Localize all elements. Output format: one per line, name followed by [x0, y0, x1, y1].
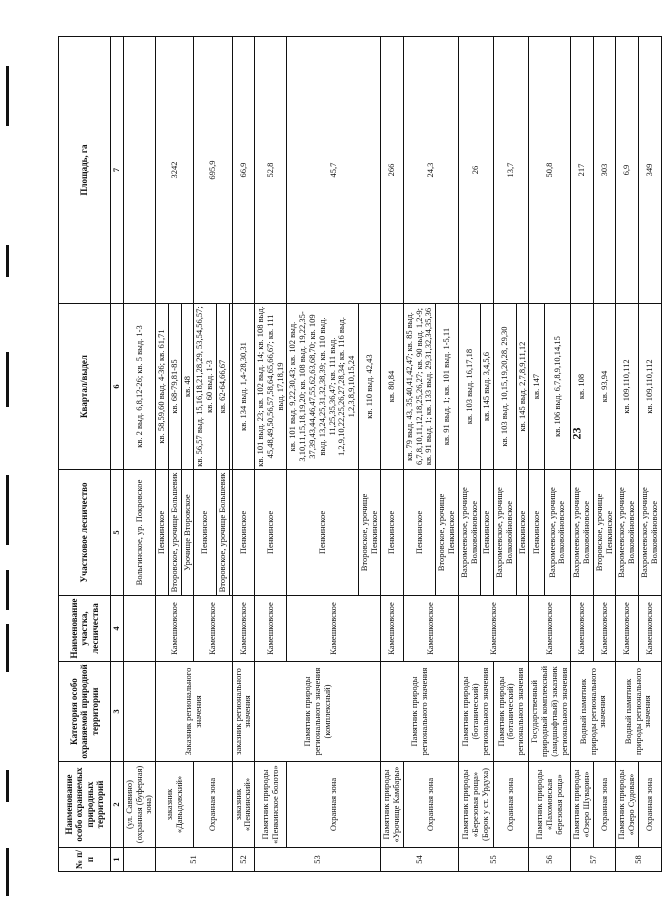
table-cell: 26 [458, 37, 493, 304]
column-number: 4 [111, 596, 124, 662]
table-cell: Памятник природы (ботанический) регионального значения [494, 662, 529, 762]
table-cell: Камешковское [232, 596, 255, 662]
table-cell: Памятник природы «Озеро Судовая» [616, 762, 639, 848]
table-cell: Камешковское [571, 596, 594, 662]
table-cell: Вахромеевское, урочище Волковойновское [638, 470, 661, 596]
table-cell: кв. 68-79,81-85 [168, 304, 181, 470]
table-cell: Памятник природы регионального значения (комплексный) [255, 662, 381, 762]
header-category: Категория особо охраняемой природной территории [59, 662, 111, 762]
table-row [156, 37, 169, 872]
table-row [255, 37, 287, 872]
column-number-row [111, 37, 124, 872]
table-cell: Охранная зона [593, 762, 616, 848]
column-number: 7 [111, 37, 124, 304]
table-cell: кв. 147 [529, 304, 544, 470]
row-number: 54 [381, 848, 458, 872]
table-cell: кв. 2 выд. 6,8,12-26; кв. 5 выд. 1-3 [123, 304, 155, 470]
table-cell: Пенкинское [516, 470, 529, 596]
row-number: 58 [616, 848, 661, 872]
table-row [616, 37, 639, 872]
table-row [494, 37, 517, 872]
table-cell: кв. 110 выд. 42,43 [358, 304, 381, 470]
table-cell: Второвское, урочище Большевик [168, 470, 181, 596]
table-cell: кв. 145 выд. 3,4,5,6 [481, 304, 494, 470]
table-cell: Камешковское [381, 596, 404, 662]
table-cell: Вахромеевское, урочище Волковойновское [571, 470, 594, 596]
table-cell: Охранная зона [287, 762, 381, 848]
row-number: 51 [156, 848, 233, 872]
table-cell: заказник регионального значения [232, 662, 255, 762]
column-number: 2 [111, 762, 124, 848]
header-area-name: Наименование особо охраняемых природных территорий [59, 762, 111, 848]
table-cell: Камешковское [156, 596, 194, 662]
table-row [381, 37, 404, 872]
table-row [232, 37, 255, 872]
table-cell: кв. 109,110,112 [616, 304, 639, 470]
table-cell: 695,9 [194, 37, 232, 304]
table-cell: Урочище Второвское [181, 470, 194, 596]
table-cell: кв. 79 выд. 43, 35,40,41,42,47; кв. 85 выд. 6,7,8,10,11,12,18,25,26,27; кв. 90 выд. 1,2-9; кв. 91 выд. 1; кв. 133 выд. 29,31,32,34,35,36 [403, 304, 435, 470]
table-cell: Вахромеевское, урочище Волковойновское [544, 470, 571, 596]
row-number: 53 [255, 848, 381, 872]
table-cell: Второвское, урочище Большевик [216, 470, 229, 596]
row-number: 56 [529, 848, 571, 872]
table-cell: Вахромеевское, урочище Волковойновское [616, 470, 639, 596]
table-cell: 266 [381, 37, 404, 304]
column-number: 5 [111, 470, 124, 596]
table-cell: Заказник регионального значения [156, 662, 233, 762]
binder-mark [6, 352, 9, 407]
table-cell: Пенкинское [194, 470, 217, 596]
table-cell: Пенкинское [481, 470, 494, 596]
table-cell: кв. 108 [571, 304, 594, 470]
table-cell [123, 848, 155, 872]
table-cell: заказник «Давыдовский» [156, 762, 194, 848]
table-cell: 45,7 [287, 37, 381, 304]
column-number: 1 [111, 848, 124, 872]
table-cell: кв. 80,84 [381, 304, 404, 470]
table-cell: Камешковское [255, 596, 287, 662]
table-cell: Пенкинское [529, 470, 544, 596]
binder-mark [6, 245, 9, 277]
table-cell: Водный памятник природы регионального значения [616, 662, 661, 762]
column-number: 3 [111, 662, 124, 762]
table-cell: Охранная зона [403, 762, 458, 848]
table-cell: Пенкинское [232, 470, 255, 596]
header-row [59, 37, 111, 872]
table-cell: кв. 62-64,66,67 [216, 304, 229, 470]
table-cell [123, 662, 155, 762]
page-number: 23 [569, 427, 584, 440]
protected-areas-table [58, 36, 662, 872]
table-cell: Памятник природы «Березовая роща» (Борок у ст. Урдуха) [458, 762, 493, 848]
table-cell: 13,7 [494, 37, 529, 304]
table-cell: Пенкинское [255, 470, 287, 596]
table-row [123, 37, 155, 872]
table-cell: Камешковское [616, 596, 639, 662]
table-cell: кв. 134 выд. 1,4-28,30,31 [232, 304, 255, 470]
table-cell: кв. 101 выд. 9,22,30,43; кв. 102 выд. 3,10,11,15,18,19,20; кв. 108 выд. 19,22,35-37,39,43,44,46,47,55,62,63,68,70; кв. 109 выд. 13,24,25,31,32,38,39; кв. 110 выд. 11,25,35,36,47; кв. 111 выд. 1,2,9,10,22,25,26,27,28,34; кв. 116 выд. 1,2,3,8,9,10,15,24 [287, 304, 358, 470]
table-cell: кв. 91 выд. 1; кв. 101 выд. 1-5,11 [436, 304, 459, 470]
table-cell: Камешковское [638, 596, 661, 662]
header-quarter: Квартал/выдел [59, 304, 111, 470]
table-cell: 217 [571, 37, 594, 304]
table-cell: Камешковское [458, 596, 529, 662]
table-cell: 6,9 [616, 37, 639, 304]
header-forestry: Наименование участка, лесничества [59, 596, 111, 662]
table-cell: кв. 101 выд. 23; кв. 102 выд. 14; кв. 108 выд. 45,48,49,50,56,57,58,64,65,66,67; кв. 111 выд. 17,18,19 [255, 304, 287, 470]
table-cell: 24,3 [403, 37, 458, 304]
table-cell: 66,9 [232, 37, 255, 304]
rotated-table-container [58, 37, 659, 872]
table-cell: кв. 103 выд. 10,15,19,20,28, 29,30 [494, 304, 517, 470]
table-cell: Вахромеевское, урочище Волковойновское [494, 470, 517, 596]
table-cell: Камешковское [593, 596, 616, 662]
table-row [458, 37, 481, 872]
table-cell: Памятник природы «Урочище Камбары» [381, 762, 404, 848]
binder-mark [6, 66, 9, 126]
table-cell: Камешковское [529, 596, 571, 662]
table-row [571, 37, 594, 872]
table-cell: (ул. Саввино) (охранная (буферная) зона) [123, 762, 155, 848]
table-cell [123, 37, 155, 304]
binder-mark [6, 570, 9, 610]
table-cell: Охранная зона [638, 762, 661, 848]
row-number: 55 [458, 848, 529, 872]
table-cell: Камешковское [194, 596, 232, 662]
table-cell: Пенкинское [403, 470, 435, 596]
table-cell: Второвское, урочище Пенкинское [436, 470, 459, 596]
binder-mark [6, 848, 9, 896]
table-cell: Охранная зона [194, 762, 232, 848]
table-cell: Пенкинское [287, 470, 358, 596]
table-cell: кв. 145 выд. 2,7,8,9,11,12 [516, 304, 529, 470]
binder-mark [6, 475, 9, 545]
table-cell: 52,8 [255, 37, 287, 304]
table-cell: кв. 58,59,60 выд. 4-36; кв. 61,71 [156, 304, 169, 470]
table-cell: Государственный природный комплексный (ландшафтный) заказник регионального значения [529, 662, 571, 762]
table-cell: кв. 103 выд. 16,17,18 [458, 304, 481, 470]
table-cell: Водный памятник природы регионального значения [571, 662, 616, 762]
table-cell: Камешковское [287, 596, 381, 662]
table-cell: Памятник природы «Пенкинское болото» [255, 762, 287, 848]
table-cell: кв. 109,110,112 [638, 304, 661, 470]
table-cell: 349 [638, 37, 661, 304]
table-cell: Памятник природы (ботанический) регионального значения [458, 662, 493, 762]
table-cell: Памятник природы «Пахомовская березовая роща» [529, 762, 571, 848]
table-cell: кв. 106 выд. 6,7,8,9,10,14,15 [544, 304, 571, 470]
table-cell: Вахромеевское, урочище Волковойновское [458, 470, 481, 596]
table-cell: кв. 56,57 выд. 15,16,18,21,28,29, 53,54,56,57; кв. 60 выд. 1-3 [194, 304, 217, 470]
binder-mark [6, 624, 9, 672]
row-number: 57 [571, 848, 616, 872]
table-cell [123, 596, 155, 662]
table-cell: Камешковское [403, 596, 458, 662]
table-cell: Охранная зона [494, 762, 529, 848]
table-cell: Второвское, урочище Пенкинское [358, 470, 381, 596]
table-cell: 303 [593, 37, 616, 304]
header-district-forestry: Участковое лесничество [59, 470, 111, 596]
table-cell: Памятник природы регионального значения [381, 662, 458, 762]
table-cell: 3242 [156, 37, 194, 304]
table-cell: заказник «Пенкинский» [232, 762, 255, 848]
table-cell: Пенкинское [156, 470, 169, 596]
table-cell: Памятник природы «Озеро Шуварин» [571, 762, 594, 848]
table-cell: кв. 93,94 [593, 304, 616, 470]
table-cell: 50,8 [529, 37, 571, 304]
row-number: 52 [232, 848, 255, 872]
column-number: 6 [111, 304, 124, 470]
table-cell: Второвское, урочище Пенкинское [593, 470, 616, 596]
header-number: № п/п [59, 848, 111, 872]
binder-mark [6, 770, 9, 802]
table-row [529, 37, 544, 872]
header-area: Площадь, га [59, 37, 111, 304]
table-cell: кв. 48 [181, 304, 194, 470]
table-cell: Пенкинское [381, 470, 404, 596]
table-cell: Вольгинское, ур. Покровское [123, 470, 155, 596]
